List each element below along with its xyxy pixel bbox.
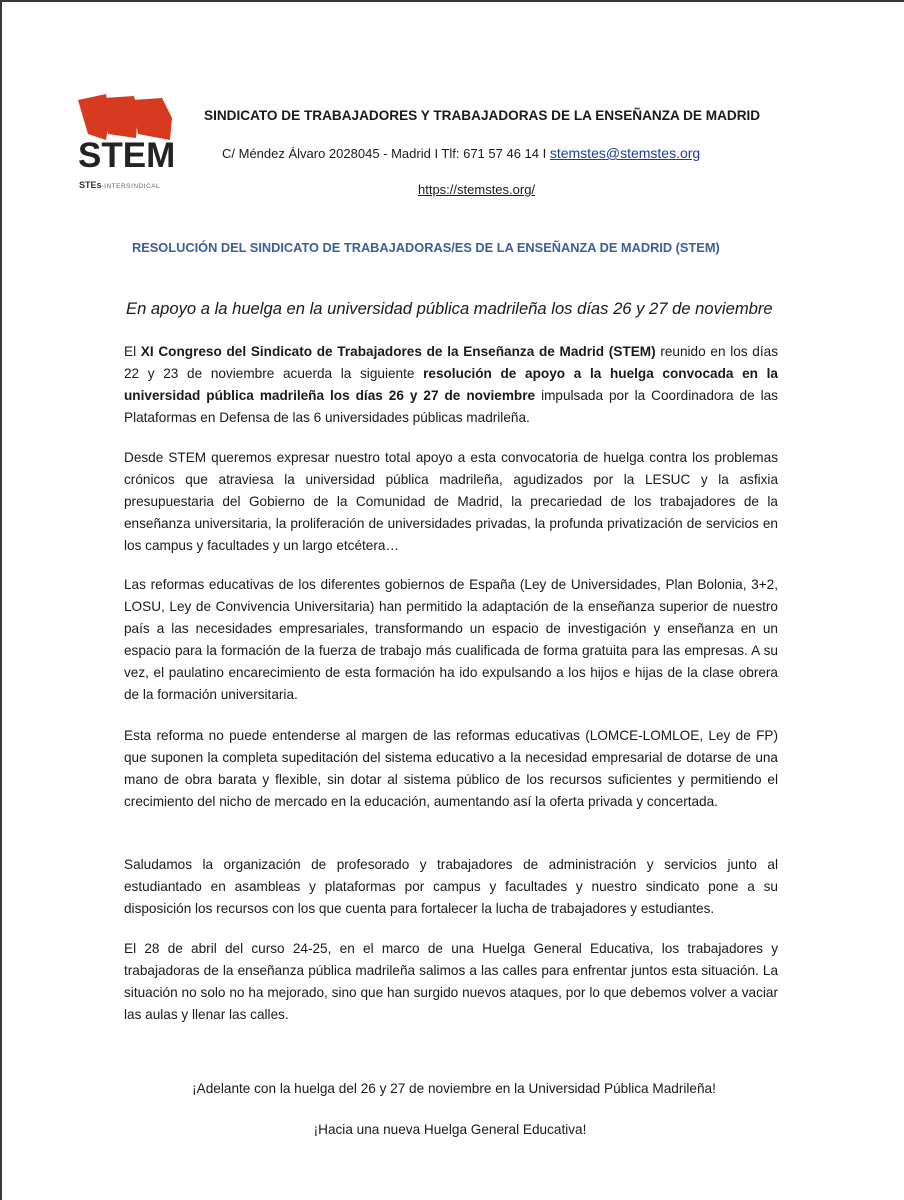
page-border-top <box>0 0 904 2</box>
paragraph-4: Esta reforma no puede entenderse al margen de las reformas educativas (LOMCE-LOMLOE, Ley de FP) que suponen la completa supeditación del sistema educativo a la necesidad empresarial de dotarse de una mano de obra barata y flexible, sin dotar al sistema público de los recursos suficientes y permitiendo el crecimiento del nicho de mercado en la educación, aumentando así la oferta privada y concertada. <box>124 728 778 809</box>
paragraph-2: Desde STEM queremos expresar nuestro total apoyo a esta convocatoria de huelga contra los problemas crónicos que atraviesa la universidad pública madrileña, agudizados por la LESUC y la asfixia presupuestaria del Gobierno de la Comunidad de Madrid, la precariedad de los trabajadores de la enseñanza universitaria, la proliferación de universidades privadas, la profunda privatización de servicios en los campus y facultades y un largo etcétera… <box>124 450 778 553</box>
p1-text: impulsada por la Coordinadora de las Plataformas en Defensa de las 6 universidades públicas madrileña. <box>124 388 778 425</box>
closing-line-2: ¡Hacia una nueva Huelga General Educativa! <box>313 1122 587 1137</box>
paragraph-3: Las reformas educativas de los diferentes gobiernos de España (Ley de Universidades, Plan Bolonia, 3+2, LOSU, Ley de Convivencia Universitaria) han permitido la adaptación de la enseñanza superior de nuestro país a las necesidades empresariales, transformando un espacio de investigación y enseñanza en un espacio para la formación de la fuerza de trabajo más cualificada de forma gratuita para las empresas. A su vez, el paulatino encarecimiento de esta formación ha ido expulsando a los hijos e hijas de la clase obrera de la formación universitaria. <box>124 577 778 702</box>
stem-logo <box>76 94 180 194</box>
paragraph-5: Saludamos la organización de profesorado y trabajadores de administración y servicios junto al estudiantado en asambleas y plataformas por campus y facultades y nuestro sindicato pone a su disposición los recursos con los que cuenta para fortalecer la lucha de trabajadores y estudiantes. <box>124 857 778 916</box>
paragraph-6: El 28 de abril del curso 24-25, en el marco de una Huelga General Educativa, los trabajadores y trabajadoras de la enseñanza pública madrileña salimos a las calles para enfrentar juntos esta situación. La situación no solo no ha mejorado, sino que han surgido nuevos ataques, por lo que debemos volver a vaciar las aulas y llenar las calles. <box>124 941 778 1022</box>
resolution-title: RESOLUCIÓN DEL SINDICATO DE TRABAJADORAS/ES DE LA ENSEÑANZA DE MADRID (STEM) <box>132 240 720 255</box>
logo-wordmark: STEM <box>78 136 176 175</box>
paragraph-1 <box>124 341 778 429</box>
flag-icon <box>76 94 180 140</box>
org-name: SINDICATO DE TRABAJADORES Y TRABAJADORAS DE LA ENSEÑANZA DE MADRID <box>204 108 761 123</box>
p1-text: El <box>124 344 141 359</box>
logo-sub-bold: STEs <box>79 180 102 190</box>
contact-line <box>222 145 700 161</box>
contact-address: C/ Méndez Álvaro 2028045 - Madrid I Tlf: 671 57 46 14 I <box>222 146 550 161</box>
p1-bold-resolution: resolución de apoyo a la huelga convocada en la universidad pública madrileña los días 26 y 27 de noviembre <box>124 366 778 403</box>
email-link[interactable]: stemstes@stemstes.org <box>549 145 701 161</box>
document-subtitle: En apoyo a la huelga en la universidad pública madrileña los días 26 y 27 de noviembre <box>126 299 773 318</box>
logo-subtitle <box>79 180 160 190</box>
closing-line-1: ¡Adelante con la huelga del 26 y 27 de noviembre en la Universidad Pública Madrileña! <box>192 1081 716 1096</box>
website-link[interactable]: https://stemstes.org/ <box>418 182 536 197</box>
page-border-left <box>0 0 2 1200</box>
logo-sub-small: -INTERSINDICAL <box>101 183 161 190</box>
p1-text: reunido en los días 22 y 23 de noviembre acuerda la siguiente <box>124 344 778 381</box>
p1-bold-congress: XI Congreso del Sindicato de Trabajadores de la Enseñanza de Madrid (STEM) <box>140 344 656 359</box>
